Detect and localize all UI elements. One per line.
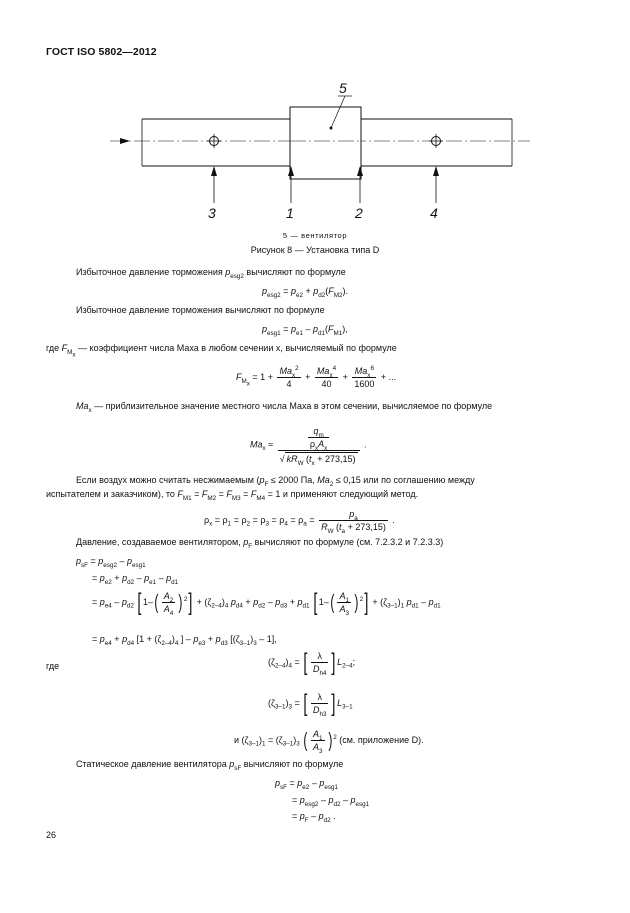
figure-legend: 5 — вентилятор bbox=[282, 231, 348, 240]
formula-pesg1: $p_{esg1} = p_{e1} - p_{d1}(F_{M1})$, bbox=[262, 324, 348, 337]
para-fan-pressure: Давление, создаваемое вентилятором, $p_F$ вычисляют по формуле (см. 7.2.3.2 и 7.2.3.3) bbox=[76, 537, 444, 550]
label-4: 4 bbox=[430, 205, 438, 221]
formula-psf-line1: $p_{sF} = p_{esg2} - p_{esg1}$ bbox=[76, 556, 146, 569]
where-label: где bbox=[46, 661, 60, 671]
formula-zeta-31: $(\zeta_{3-1})_3$ = [ $\frac{\lambda}{D_{h3}}$ ]$L_{3-1}$ bbox=[268, 689, 353, 718]
figure-8-installation-diagram bbox=[0, 0, 630, 235]
formula-psf-line4: = $p_{e4} + p_{d4}$ [$1 + (\zeta_{2-4})_4$ ] – $p_{e3} + p_{d3}$ $[(\zeta_{3-1})_3 - 1]$, bbox=[92, 634, 277, 647]
formula-fmx-series: $F_{M_x} = 1$ + $\frac{Ma_x^2}{4}$ + $\frac{Ma_x^4}{40}$ + $\frac{Ma_x^6}{1600}$ + ... bbox=[236, 365, 397, 389]
formula-pesg2: $p_{esg2} = p_{e2} + p_{d2}(F_{M2})$. bbox=[262, 286, 349, 299]
para-mach-number: $Ma_x$ — приблизительное значение местного числа Маха в этом сечении, вычисляемое по формуле bbox=[76, 401, 493, 414]
formula-psf-static-3: = $p_F - p_{d2}$ . bbox=[292, 811, 336, 824]
formula-psf-line3: = $p_{e4} - p_{d2}$ [1–( $\frac{A_2}{A_4}$ )$^2] + (\zeta_{2-4})_4$ $p_{d4} + p_{d2} - p_{d3} + p_{d1}$ [1–( $\frac{A_1}{A_3}$ )$^2] + (\zeta_{3-1})_1$ $p_{d1} - p_{d1}$ bbox=[92, 588, 441, 617]
para-stagnation-2: Избыточное давление торможения $p_{esg2}$ вычисляют по формуле bbox=[76, 267, 346, 280]
formula-psf-line2: = $p_{e2} + p_{d2} - p_{e1} - p_{d1}$ bbox=[92, 573, 179, 586]
label-1: 1 bbox=[286, 205, 294, 221]
label-3: 3 bbox=[208, 205, 216, 221]
label-2: 2 bbox=[355, 205, 363, 221]
section-arrow-4 bbox=[433, 166, 439, 203]
para-incompressible-2: испытателем и заказчиком), то $F_{M1} = F_{M2} = F_{M3} = F_{M4} = 1$ и применяют следующий метод. bbox=[46, 489, 419, 502]
figure-caption: Рисунок 8 — Установка типа D bbox=[250, 245, 380, 255]
document-header: ГОСТ ISO 5802—2012 bbox=[46, 46, 157, 58]
formula-density: $\rho_x = \rho_1 = \rho_2 = \rho_3 = \rho_4 = \rho_a$ = $\frac{p_a}{R_W (t_a + 273,15)}$ . bbox=[204, 509, 395, 535]
section-arrow-3 bbox=[211, 166, 217, 203]
fan-box bbox=[290, 107, 361, 179]
para-incompressible-1: Если воздух можно считать несжимаемым ($p_F \le 2000$ Па, $Ma_2 \le 0,15$ или по соглашению между bbox=[76, 475, 475, 488]
para-mach-coefficient: где $F_{M_x}$ — коэффициент числа Маха в любом сечении x, вычисляемый по формуле bbox=[46, 343, 397, 359]
para-static-pressure: Статическое давление вентилятора $p_{sF}$ вычисляют по формуле bbox=[76, 759, 344, 772]
formula-psf-static-2: = $p_{esg2} - p_{d2} - p_{esg1}$ bbox=[292, 795, 370, 808]
para-stagnation-1: Избыточное давление торможения вычисляют по формуле bbox=[76, 305, 325, 315]
fan-label: 5 bbox=[339, 80, 347, 96]
formula-psf-static-1: $p_{sF} = p_{e2} - p_{esg1}$ bbox=[275, 778, 338, 791]
page-number: 26 bbox=[46, 830, 57, 840]
fan-leader-dot bbox=[330, 127, 333, 130]
formula-ma-x: $Ma_x$ ≈ $\frac{\frac{q_m}{\rho_xA_x}}{√ kR_W (t_x + 273,15)}$ . bbox=[250, 426, 367, 467]
formula-zeta-24: $(\zeta_{2-4})_4$ = [ $\frac{\lambda}{D_{h4}}$ ]$L_{2-4}$; bbox=[268, 648, 356, 677]
flow-arrow bbox=[120, 138, 130, 144]
formula-zeta-31-transfer: и $(\zeta_{3-1})_1 = (\zeta_{3-1})_3$ ( $\frac{A_1}{A_3}$ )$^2$ (см. приложение D). bbox=[234, 729, 424, 755]
